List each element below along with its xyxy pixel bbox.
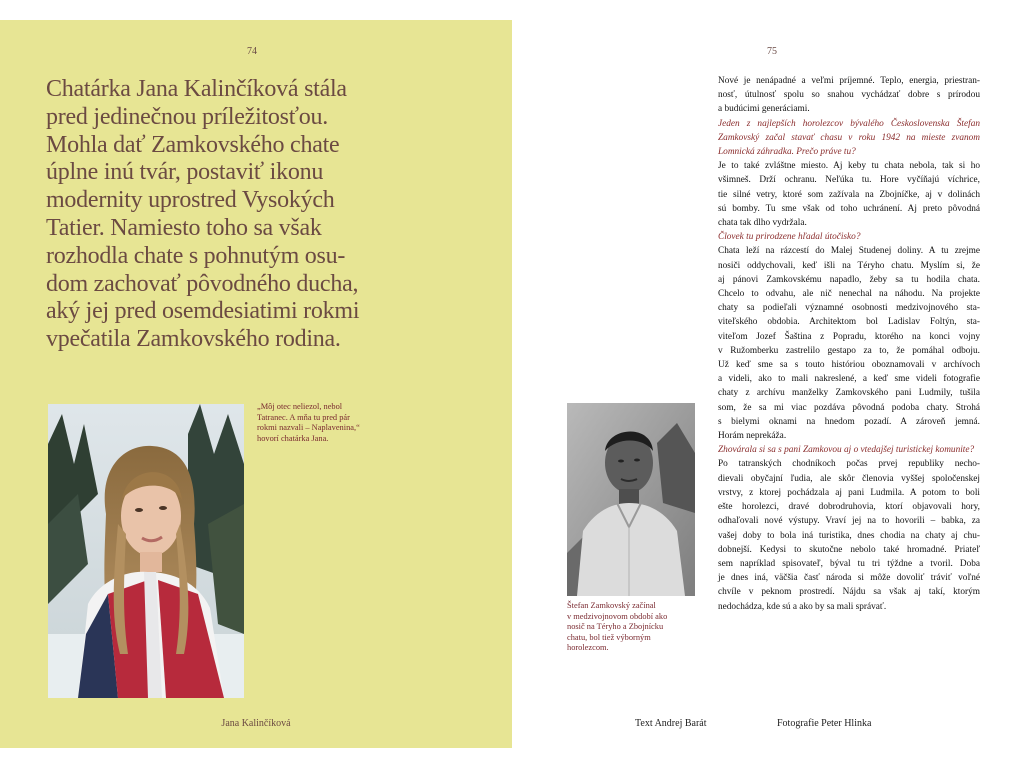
caption-line: chatu, bol tiež výborným: [567, 632, 651, 642]
body-line: viteľského obdobia. Architektom bol Ladislav Foltýn, sta-: [718, 317, 980, 328]
caption-line: horolezcom.: [567, 643, 609, 652]
quote-line: „Môj otec neliezol, nebol: [257, 402, 343, 411]
body-line: Už keď sme sa s touto históriou oboznamovali v archívoch: [718, 360, 980, 371]
lead-line: úplne inú tvár, postaviť ikonu: [46, 159, 324, 186]
photo-caption: [567, 601, 707, 654]
body-line: ešte horolezci, dravé dobrodruhovia, ktorí objavovali hory,: [718, 502, 980, 513]
body-line: Zhovárala si sa s pani Zamkovou aj o vtedajšej turistickej komunite?: [718, 445, 975, 456]
body-line: sú bomby. Tu sme však od toho uchránení. Aj preto pôvodná: [718, 203, 980, 214]
body-line: Chcelo to odvahu, ale nič nenechal na náhodu. Na projekte: [718, 289, 980, 300]
body-line: Je to také zvláštne miesto. Aj keby tu chata nebola, tak si ho: [718, 161, 980, 172]
body-line: viteľom Jozef Šaština z Popradu, ktorého na konci vojny: [718, 331, 980, 342]
historic-portrait-photo: [567, 403, 695, 596]
lead-line: pred jedinečnou príležitosťou.: [46, 103, 328, 130]
body-line: Horám neprekáža.: [718, 431, 787, 442]
caption-line: nosič na Téryho a Zbojnícku: [567, 622, 664, 631]
caption-line: v medzivojnovom období ako: [567, 611, 668, 621]
body-line: Po tatranských chodníkoch počas prvej republiky necho-: [718, 459, 980, 470]
photo-credit-name: Jana Kalinčíková: [221, 718, 291, 729]
body-line: chvíle v peknom prostredí. Nájdu sa však aj takí, ktorým: [718, 587, 980, 598]
body-line: chaty sa podieľali významné osobnosti medzivojnového sta-: [718, 303, 980, 314]
lead-line: modernity uprostred Vysokých: [46, 187, 335, 214]
body-line: dobnejší. Kedysi to skutočne nebolo také hromadné. Priateľ: [718, 544, 980, 555]
body-line: Jeden z najlepších horolezcov bývalého Československa Štefan: [718, 118, 980, 129]
quote-line: hovorí chatárka Jana.: [257, 433, 329, 443]
body-line: vrstvy, z ktorej pochádzala aj pani Ludmila. A potom to boli: [718, 487, 980, 498]
lead-line: Mohla dať Zamkovského chate: [46, 131, 340, 158]
body-line: je dnes iná, väčšia časť národa si môže dovoliť tráviť voľné: [718, 573, 980, 584]
lead-line: dom zachovať pôvodného ducha,: [46, 270, 359, 297]
body-line: všimneš. Drží ochranu. Neľúka tu. Hore vyčíňajú víchrice,: [718, 175, 980, 186]
pull-quote: [257, 402, 387, 444]
body-line: tie silné vetry, ktoré som zažívala na Zbojníčke, aj v dolinách: [718, 189, 980, 200]
body-line: a videli, ako to mali nakreslené, a keď sme videli fotografie: [718, 374, 980, 385]
left-page: [0, 20, 512, 748]
lead-line: aký jej pred osemdesiatimi rokmi: [46, 298, 360, 325]
body-line: Človek tu prirodzene hľadal útočisko?: [718, 232, 861, 243]
body-line: nosiči oddychovali, keď išli na Téryho chatu. Myslím si, že: [718, 260, 980, 271]
body-line: a budúcimi generáciami.: [718, 104, 810, 115]
page-number-left: 74: [247, 46, 257, 57]
body-line: odhaľovali nové výstupy. Vraví jej na to hovorili – babka, za: [718, 516, 980, 527]
body-line: vašej doby to bola iná turistika, dnes chodia na chaty aj chu-: [718, 530, 980, 541]
quote-line: rokmi nazvali – Naplavenina,“: [257, 423, 360, 432]
body-line: Lomnická záhradka. Prečo práve tu?: [718, 147, 856, 158]
body-line: Chata leží na rázcestí do Malej Studenej doliny. A tu zrejme: [718, 246, 980, 257]
body-line: chaty z archívu manželky Zamkovského pani Ludmily, tušila: [718, 388, 980, 399]
body-line: chata tak dlho vydržala.: [718, 218, 807, 229]
lead-paragraph: [46, 76, 486, 354]
body-line: aj pánovi Zamkovskému napadlo, žeby sa tu hodila chata.: [718, 274, 980, 285]
caption-line: Štefan Zamkovský začínal: [567, 601, 656, 610]
page-number-right: 75: [767, 46, 777, 57]
lead-line: Chatárka Jana Kalinčíková stála: [46, 76, 347, 102]
body-line: nosť, útulnosť spolu so snahou vychádzať dobre s prírodou: [718, 90, 980, 101]
lead-line: vpečatila Zamkovského rodina.: [46, 326, 341, 353]
body-line: Nové je nenápadné a veľmi príjemné. Teplo, energia, priestran-: [718, 76, 980, 86]
body-line: nedochádza, kde sú a ako by sa mali správať.: [718, 601, 887, 612]
body-line: som, že sa mi viac pozdáva pôvodná podoba chaty. Strohá: [718, 402, 980, 413]
body-line: dievali obyčajní ľudia, ale skôr členovia vyššej spoločenskej: [718, 473, 980, 484]
lead-line: rozhodla chate s pohnutým osu-: [46, 242, 346, 269]
credit-photographer: Fotografie Peter Hlinka: [777, 718, 872, 729]
right-page: [512, 20, 1024, 748]
body-line: s bielymi oknami na hnedom pozadí. A zároveň jemná.: [718, 416, 980, 427]
lead-line: Tatier. Namiesto toho sa však: [46, 214, 322, 241]
body-line: v Ružomberku zastrelilo gestapo za to, že pomáhal odboju.: [718, 345, 980, 356]
quote-line: Tatranec. A mňa tu pred pár: [257, 412, 350, 422]
body-line: sem napríklad spisovateľ, býval tu tri týždne a tvoril. Doba: [718, 558, 980, 569]
credit-author: Text Andrej Barát: [635, 718, 707, 729]
body-line: Zamkovský začal stavať chasu v roku 1942 na mieste zvanom: [718, 132, 980, 143]
interview-body: [718, 74, 980, 614]
portrait-photo: [48, 404, 244, 698]
